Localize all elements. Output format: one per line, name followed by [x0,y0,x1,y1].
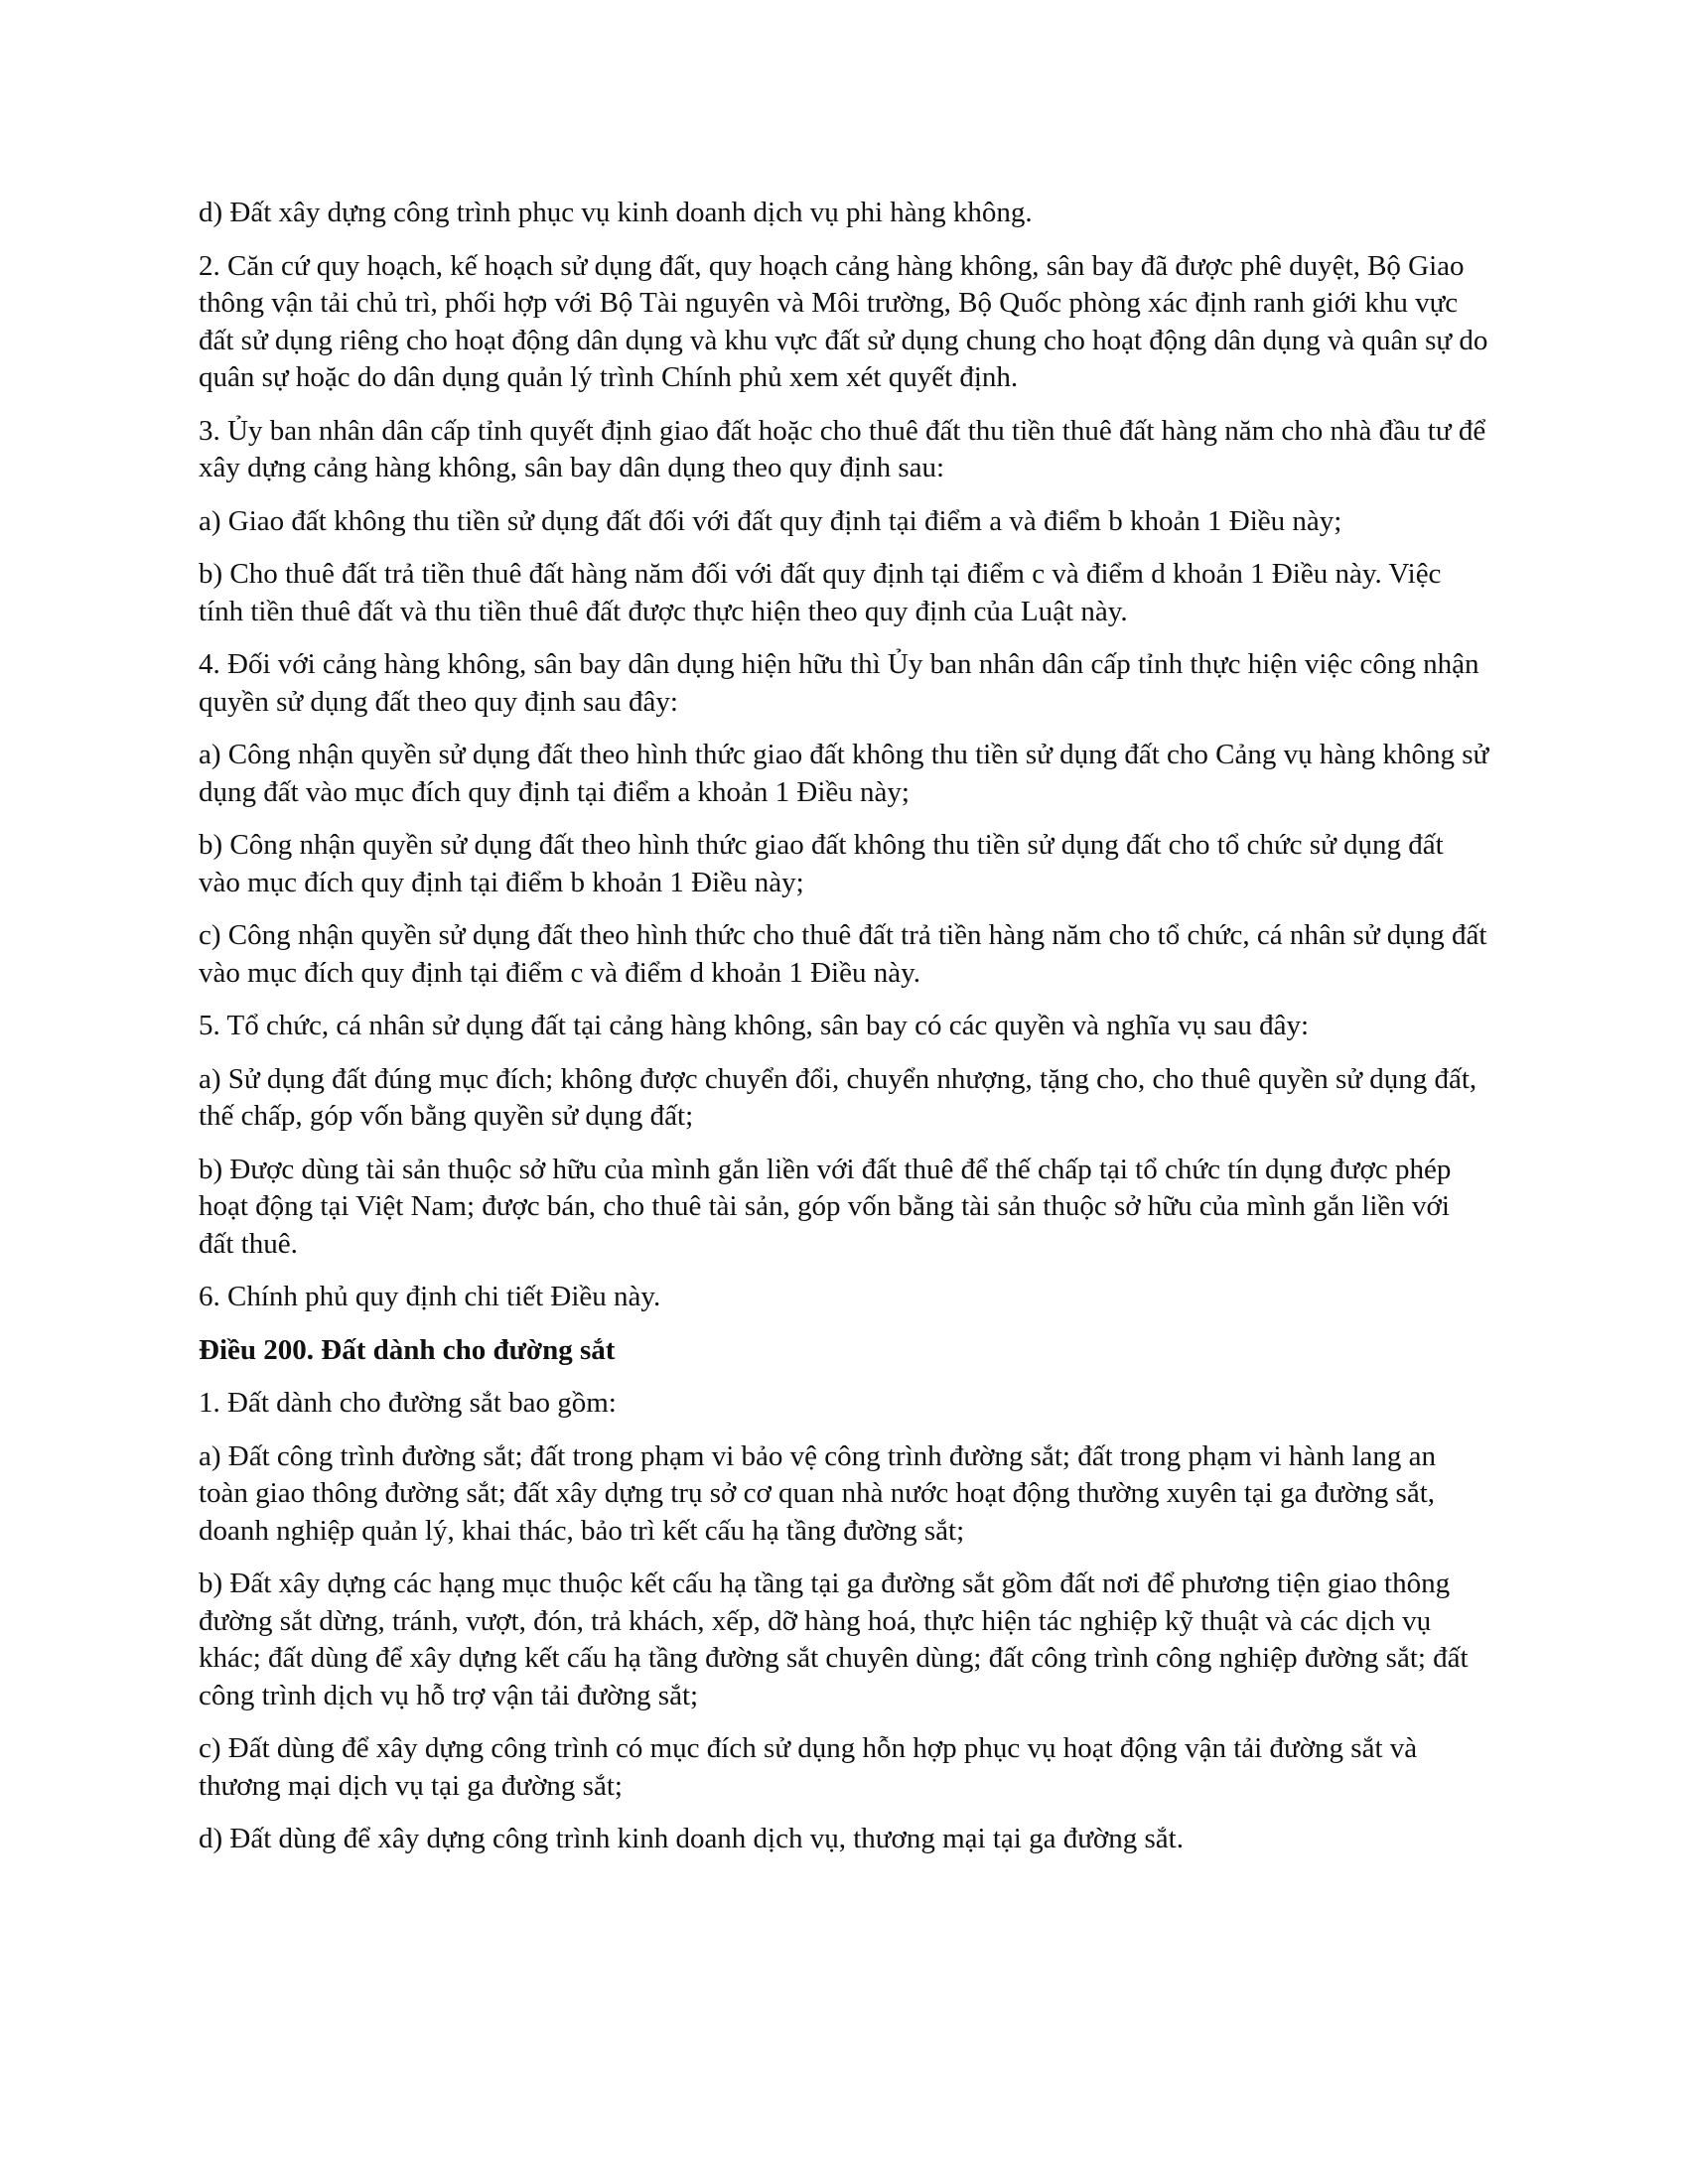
paragraph-clause-4: 4. Đối với cảng hàng không, sân bay dân dụng hiện hữu thì Ủy ban nhân dân cấp tỉnh thực hiện việc công nhận quyền sử dụng đất theo quy định sau đây: [199,648,1479,718]
document-page [199,195,1489,1874]
paragraph-clause-3a: a) Giao đất không thu tiền sử dụng đất đối với đất quy định tại điểm a và điểm b khoản 1 Điều này; [199,504,1342,537]
paragraph-article-200-clause-1b: b) Đất xây dựng các hạng mục thuộc kết cấu hạ tầng tại ga đường sắt gồm đất nơi để phương tiện giao thông đường sắt dừng, tránh, vượt, đón, trả khách, xếp, dỡ hàng hoá, thực hiện tác nghiệp kỹ thuật và các dịch vụ khác; đất dùng để xây dựng kết cấu hạ tầng đường sắt chuyên dùng; đất công trình công nghiệp đường sắt; đất công trình dịch vụ hỗ trợ vận tải đường sắt; [199,1568,1469,1711]
paragraph-article-200-clause-1: 1. Đất dành cho đường sắt bao gồm: [199,1387,617,1419]
paragraph-clause-6: 6. Chính phủ quy định chi tiết Điều này. [199,1281,661,1312]
article-heading: Điều 200. Đất dành cho đường sắt [199,1333,616,1366]
paragraph-clause-2: 2. Căn cứ quy hoạch, kế hoạch sử dụng đất, quy hoạch cảng hàng không, sân bay đã được phê duyệt, Bộ Giao thông vận tải chủ trì, phối hợp với Bộ Tài nguyên và Môi trường, Bộ Quốc phòng xác định ranh giới khu vực đất sử dụng riêng cho hoạt động dân dụng và khu vực đất sử dụng chung cho hoạt động dân dụng và quân sự do quân sự hoặc do dân dụng quản lý trình Chính phủ xem xét quyết định. [199,249,1488,393]
paragraph-clause-3b: b) Cho thuê đất trả tiền thuê đất hàng năm đối với đất quy định tại điểm c và điểm d khoản 1 Điều này. Việc tính tiền thuê đất và thu tiền thuê đất được thực hiện theo quy định của Luật này. [199,558,1442,627]
paragraph-clause-3: 3. Ủy ban nhân dân cấp tỉnh quyết định giao đất hoặc cho thuê đất thu tiền thuê đất hàng năm cho nhà đầu tư để xây dựng cảng hàng không, sân bay dân dụng theo quy định sau: [199,414,1486,483]
paragraph-clause-4c: c) Công nhận quyền sử dụng đất theo hình thức cho thuê đất trả tiền hàng năm cho tổ chức, cá nhân sử dụng đất vào mục đích quy định tại điểm c và điểm d khoản 1 Điều này. [199,919,1487,989]
paragraph-clause-4b: b) Công nhận quyền sử dụng đất theo hình thức giao đất không thu tiền sử dụng đất cho tổ chức sử dụng đất vào mục đích quy định tại điểm b khoản 1 Điều này; [199,829,1444,898]
paragraph-article-200-clause-1d: d) Đất dùng để xây dựng công trình kinh doanh dịch vụ, thương mại tại ga đường sắt. [199,1823,1184,1854]
paragraph-clause-4a: a) Công nhận quyền sử dụng đất theo hình thức giao đất không thu tiền sử dụng đất cho Cảng vụ hàng không sử dụng đất vào mục đích quy định tại điểm a khoản 1 Điều này; [199,739,1489,808]
paragraph-1d-non-aviation-land: d) Đất xây dựng công trình phục vụ kinh doanh dịch vụ phi hàng không. [199,197,1033,228]
paragraph-clause-5b: b) Được dùng tài sản thuộc sở hữu của mình gắn liền với đất thuê để thế chấp tại tổ chức tín dụng được phép hoạt động tại Việt Nam; được bán, cho thuê tài sản, góp vốn bằng tài sản thuộc sở hữu của mình gắn liền với đất thuê. [199,1153,1452,1260]
paragraph-clause-5: 5. Tổ chức, cá nhân sử dụng đất tại cảng hàng không, sân bay có các quyền và nghĩa vụ sau đây: [199,1010,1310,1041]
paragraph-article-200-clause-1a: a) Đất công trình đường sắt; đất trong phạm vi bảo vệ công trình đường sắt; đất trong phạm vi hành lang an toàn giao thông đường sắt; đất xây dựng trụ sở cơ quan nhà nước hoạt động thường xuyên tại ga đường sắt, doanh nghiệp quản lý, khai thác, bảo trì kết cấu hạ tầng đường sắt; [199,1439,1437,1547]
paragraph-article-200-clause-1c: c) Đất dùng để xây dựng công trình có mục đích sử dụng hỗn hợp phục vụ hoạt động vận tải đường sắt và thương mại dịch vụ tại ga đường sắt; [199,1732,1418,1802]
paragraph-clause-5a: a) Sử dụng đất đúng mục đích; không được chuyển đổi, chuyển nhượng, tặng cho, cho thuê quyền sử dụng đất, thế chấp, góp vốn bằng quyền sử dụng đất; [199,1062,1477,1132]
